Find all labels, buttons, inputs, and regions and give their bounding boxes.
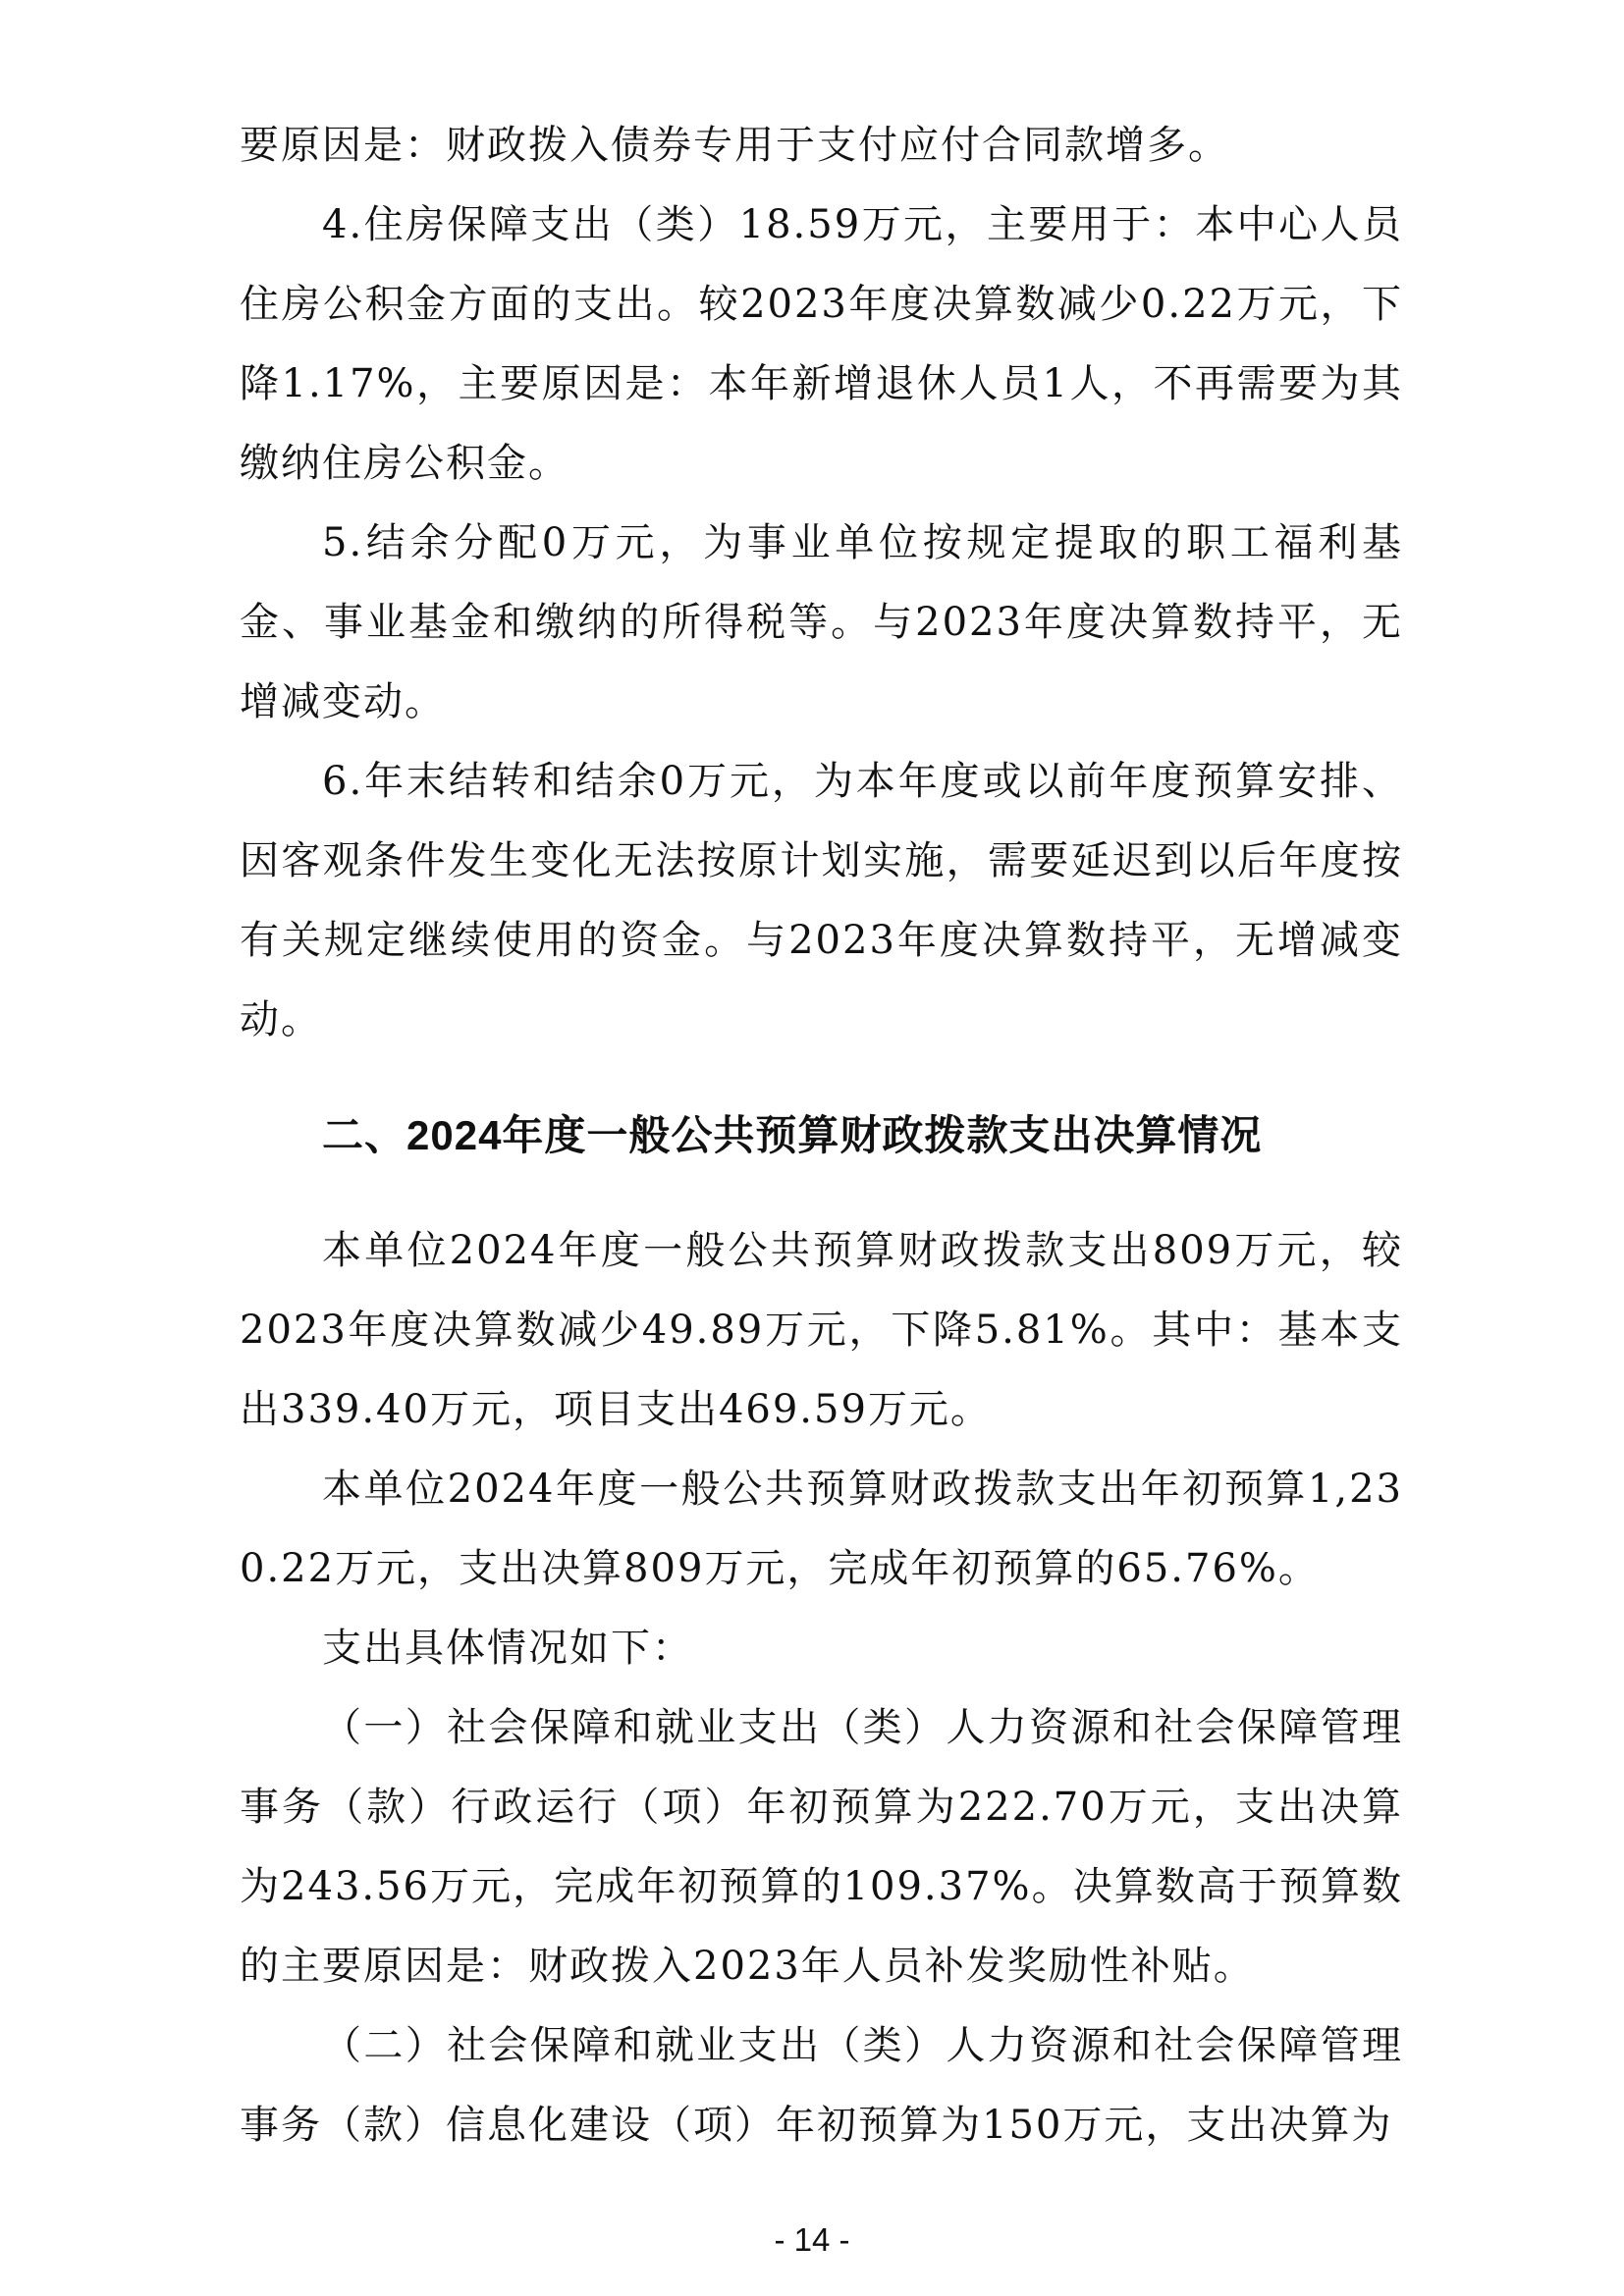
page-body (240, 106, 1403, 2165)
paragraph-item-one: （一）社会保障和就业支出（类）人力资源和社会保障管理事务（款）行政运行（项）年初预算为222.70万元，支出决算为243.56万元，完成年初预算的109.37%。决算数高于预算数的主要原因是：财政拨入2023年人员补发奖励性补贴。 (240, 1705, 1403, 1989)
page-number: - 14 - (774, 2221, 850, 2258)
paragraph-details-intro: 支出具体情况如下： (322, 1626, 693, 1671)
paragraph-item-two: （二）社会保障和就业支出（类）人力资源和社会保障管理事务（款）信息化建设（项）年初预算为150万元，支出决算为 (240, 2023, 1403, 2148)
paragraph-housing-expenditure: 4.住房保障支出（类）18.59万元，主要用于：本中心人员住房公积金方面的支出。较2023年度决算数减少0.22万元，下降1.17%，主要原因是：本年新增退休人员1人，不再需要为其缴纳住房公积金。 (240, 202, 1403, 486)
paragraph-year-end-carryover: 6.年末结转和结余0万元，为本年度或以前年度预算安排、因客观条件发生变化无法按原计划实施，需要延迟到以后年度按有关规定继续使用的资金。与2023年度决算数持平，无增减变动。 (240, 759, 1403, 1042)
paragraph-surplus-distribution: 5.结余分配0万元，为事业单位按规定提取的职工福利基金、事业基金和缴纳的所得税等。与2023年度决算数持平，无增减变动。 (240, 520, 1403, 724)
paragraph-total-expenditure: 本单位2024年度一般公共预算财政拨款支出809万元，较2023年度决算数减少49.89万元，下降5.81%。其中：基本支出339.40万元，项目支出469.59万元。 (240, 1228, 1403, 1432)
section-heading: 二、2024年度一般公共预算财政拨款支出决算情况 (322, 1112, 1263, 1158)
paragraph-budget-completion: 本单位2024年度一般公共预算财政拨款支出年初预算1,230.22万元，支出决算809万元，完成年初预算的65.76%。 (240, 1467, 1403, 1591)
paragraph-continuation: 要原因是：财政拨入债券专用于支付应付合同款增多。 (240, 123, 1229, 168)
